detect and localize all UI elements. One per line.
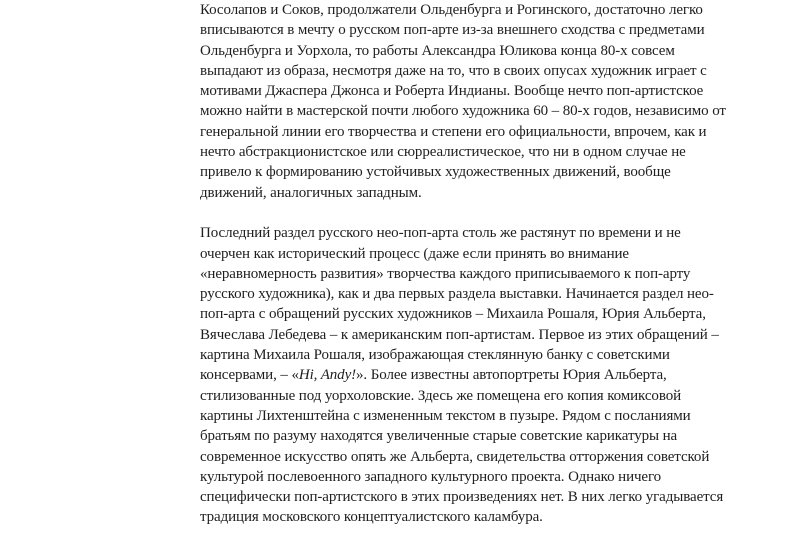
text-line: братьям по разуму находятся увеличенные старые советские карикатуры на [200, 428, 678, 445]
text-line: Вячеслава Лебедева – к американским поп-артистам. Первое из этих обращений – [200, 326, 719, 343]
text-line: нечто абстракционистское или сюрреалистическое, что ни в одном случае не [200, 144, 686, 161]
text-line: мотивами Джаспера Джонса и Роберта Индианы. Вообще нечто поп-артистское [200, 83, 704, 100]
text-line: картины Лихтенштейна с измененным текстом в пузыре. Рядом с посланиями [200, 407, 691, 424]
text-line: культурой послевоенного западного культурного проекта. Однако ничего [200, 468, 662, 485]
text-line: движений, аналогичных западным. [200, 184, 422, 201]
text-line: вписываются в мечту о русском поп-арте из-за внешнего сходства с предметами [200, 22, 705, 39]
text-line: можно найти в мастерской почти любого художника 60 – 80-х годов, независимо от [200, 103, 726, 120]
text-line: «неравномерность развития» творчества каждого приписываемого к поп-арту [200, 265, 691, 282]
paragraph-2 [200, 223, 724, 527]
text-line: традиция московского концептуалистского каламбура. [200, 509, 543, 526]
text-line: выпадают из образа, несмотря даже на то, что в своих опусах художник играет с [200, 62, 707, 79]
text-line: консервами, – «Hi, Andy!». Более известны автопортреты Юрия Альберта, [200, 367, 667, 384]
italic-phrase: Hi, Andy! [298, 367, 357, 384]
text-line: стилизованные под уорхоловские. Здесь же помещена его копия комиксовой [200, 387, 682, 404]
text-line: привело к формированию устойчивых художественных движений, вообще [200, 164, 671, 181]
text-line: картина Михаила Рошаля, изображающая стеклянную банку с советскими [200, 347, 670, 364]
text-line: русского художника), как и два первых раздела выставки. Начинается раздел нео- [200, 286, 714, 303]
text-line: генеральной линии его творчества и степени его официальности, впрочем, как и [200, 123, 707, 140]
text-line: Ольденбурга и Уорхола, то работы Александра Юликова конца 80-х совсем [200, 42, 675, 59]
text-line: очерчен как исторический процесс (даже если принять во внимание [200, 245, 629, 262]
text-column [200, 0, 726, 528]
text-line: Косолапов и Соков, продолжатели Ольденбурга и Рогинского, достаточно легко [200, 2, 703, 18]
text-line: современное искусство опять же Альберта, свидетельства отторжения советской [200, 448, 710, 465]
text-line: специфически поп-артистского в этих произведениях нет. В них легко угадывается [200, 489, 724, 506]
text-line: поп-арта с обращений русских художников – Михаила Рошаля, Юрия Альберта, [200, 306, 706, 323]
paragraph-1 [200, 0, 726, 203]
text-line: Последний раздел русского нео-поп-арта столь же растянут по времени и не [200, 225, 681, 242]
